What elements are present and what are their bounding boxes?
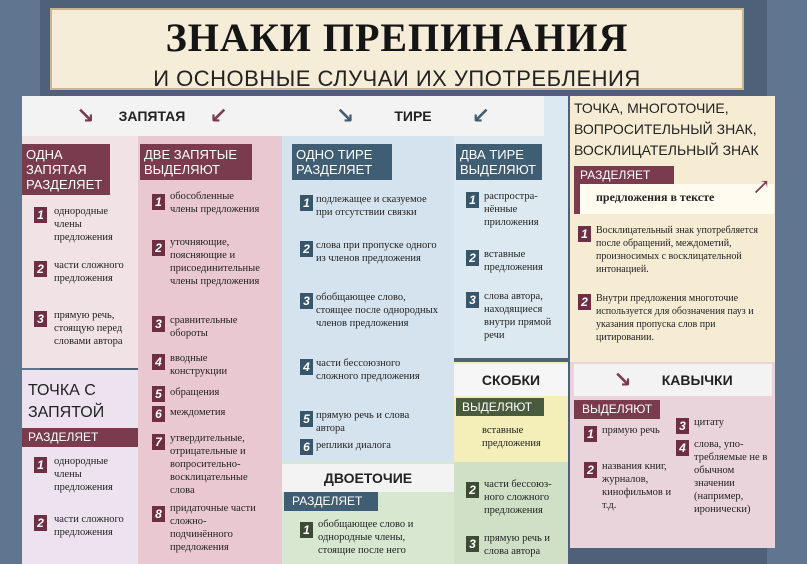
colon-header: ДВОЕТОЧИЕ (282, 464, 454, 492)
item-text: прямую речь и слова автора (316, 410, 410, 434)
list-item (466, 248, 562, 274)
semicolon-label: РАЗДЕЛЯЕТ (22, 428, 138, 447)
item-number: 3 (300, 293, 313, 309)
item-text: однородные члены предложения (54, 456, 113, 493)
arrow-down-right-icon: ↘ (76, 103, 95, 128)
dash-header-label: ТИРЕ (394, 108, 432, 124)
item-number: 4 (676, 440, 689, 456)
list-item (300, 193, 440, 219)
end-marks-item-2 (578, 292, 770, 344)
colon-list-item-1 (300, 518, 440, 557)
item-text: части бессоюзного сложного предложения (316, 358, 420, 382)
list-item (152, 236, 264, 288)
list-item (300, 239, 440, 265)
quotes-header (574, 364, 772, 396)
item-number: 4 (152, 354, 165, 370)
arrow-down-right-icon: ↘ (613, 367, 632, 392)
item-text: цитату (694, 417, 725, 428)
list-item (152, 190, 264, 216)
item-text: междометия (170, 407, 226, 418)
comma-two-label: ДВЕ ЗАПЯТЫЕ ВЫДЕЛЯЮТ (140, 144, 252, 180)
item-text: прямую речь и слова автора (484, 533, 551, 557)
list-item (152, 314, 264, 340)
end-marks-header: ТОЧКА, МНОГОТОЧИЕ, ВОПРОСИТЕЛЬНЫЙ ЗНАК, ВОСКЛИЦАТЕЛЬНЫЙ ЗНАК (574, 100, 759, 158)
item-text: реплики диалога (316, 440, 391, 451)
list-item (34, 455, 134, 494)
item-number: 5 (152, 386, 165, 402)
item-text: обобщающее слово и однородные члены, стоящие после него (318, 519, 414, 556)
colon-list-item-2 (466, 478, 562, 517)
item-number: 2 (152, 240, 165, 256)
item-number: 3 (466, 536, 479, 552)
item-text: названия книг, журналов, кинофильмов и т.д. (602, 461, 672, 511)
item-number: 1 (300, 522, 313, 538)
list-item (300, 439, 440, 452)
item-text: сравнительные обороты (170, 315, 238, 339)
item-text: утвердительные, отрицательные и вопросительно-восклицательные слова (170, 433, 248, 496)
item-text: вставные предложения (484, 249, 543, 273)
quotes-item-2 (584, 460, 674, 512)
item-number: 1 (578, 226, 591, 242)
quotes-item-4 (676, 438, 768, 516)
end-marks-phrase: предложения в тексте (596, 190, 715, 204)
quotes-label: ВЫДЕЛЯЮТ (574, 400, 660, 419)
list-item (152, 386, 264, 399)
dash-header (282, 96, 544, 136)
item-number: 2 (466, 482, 479, 498)
list-item (300, 409, 440, 435)
quotes-header-label: КАВЫЧКИ (661, 372, 733, 388)
arrow-down-left-icon: ↙ (471, 103, 491, 128)
item-text: части сложного предложения (54, 514, 124, 538)
brackets-header: СКОБКИ (454, 364, 568, 396)
list-item (34, 513, 134, 539)
item-number: 2 (300, 241, 313, 257)
item-number: 1 (466, 192, 479, 208)
item-number: 3 (34, 311, 47, 327)
item-text: слова при пропуске одного из членов предложения (316, 240, 437, 264)
item-text: прямую речь (602, 425, 660, 436)
comma-header (22, 96, 282, 136)
colon-label: РАЗДЕЛЯЕТ (284, 492, 378, 511)
list-item (152, 406, 264, 419)
item-text: обособленные члены предложения (170, 191, 260, 215)
item-text: придаточные части сложно-подчинённого предложения (170, 503, 256, 553)
list-item (466, 290, 562, 342)
item-text: части бессоюз-ного сложного предложения (484, 479, 552, 516)
item-text: однородные члены предложения (54, 206, 113, 243)
title-box (50, 8, 744, 90)
list-item (34, 259, 134, 285)
item-number: 2 (34, 261, 47, 277)
list-item (152, 432, 264, 497)
end-marks-label: РАЗДЕЛЯЕТ (574, 166, 674, 185)
list-item (466, 190, 562, 229)
end-marks-item-1 (578, 224, 770, 276)
quotes-item-3 (676, 416, 768, 433)
item-text: вводные конструкции (170, 353, 228, 377)
item-text: части сложного предложения (54, 260, 124, 284)
arrow-down-left-icon: ↙ (209, 103, 228, 128)
item-number: 3 (676, 418, 689, 434)
item-number: 2 (578, 294, 591, 310)
item-number: 3 (466, 292, 479, 308)
dash-two-label: ДВА ТИРЕ ВЫДЕЛЯЮТ (456, 144, 542, 180)
item-number: 8 (152, 506, 165, 522)
item-number: 1 (584, 426, 597, 442)
item-number: 6 (152, 406, 165, 422)
item-number: 1 (300, 195, 313, 211)
item-text: распростра-нённые приложения (484, 191, 539, 228)
item-number: 6 (300, 439, 313, 455)
item-number: 2 (34, 515, 47, 531)
item-number: 5 (300, 411, 313, 427)
item-number: 2 (466, 250, 479, 266)
item-number: 1 (152, 194, 165, 210)
list-item (152, 352, 264, 378)
item-text: обобщающее слово, стоящее после однородных членов предложения (316, 292, 438, 329)
list-item (34, 309, 134, 348)
item-number: 3 (152, 316, 165, 332)
item-text: уточняющие, поясняющие и присоединительные члены предложения (170, 237, 260, 287)
page-subtitle: И ОСНОВНЫЕ СЛУЧАИ ИХ УПОТРЕБЛЕНИЯ (153, 66, 641, 91)
item-number: 4 (300, 359, 313, 375)
arrow-up-right-icon: ↗ (752, 174, 771, 199)
semicolon-header: ТОЧКА С ЗАПЯТОЙ (28, 382, 105, 421)
arrow-down-right-icon: ↘ (335, 103, 355, 128)
colon-list-item-3 (466, 532, 562, 558)
item-text: подлежащее и сказуемое при отсутствии связки (316, 194, 427, 218)
item-text: обращения (170, 387, 220, 398)
comma-header-label: ЗАПЯТАЯ (118, 108, 186, 124)
comma-one-label: ОДНА ЗАПЯТАЯ РАЗДЕЛЯЕТ (22, 144, 110, 195)
list-item (300, 291, 440, 330)
item-text: Внутри предложения многоточие используется для обозначения пауз и указания пропуска слов при цитировании. (596, 293, 754, 343)
item-number: 2 (584, 462, 597, 478)
item-text: слова автора, находящиеся внутри прямой речи (484, 291, 552, 341)
list-item (152, 502, 264, 554)
item-text: Восклицательный знак употребляется после обращений, междометий, произносимых с восклицательной интонацией. (596, 225, 759, 275)
item-text: прямую речь, стоящую перед словами автора (54, 310, 123, 347)
item-number: 1 (34, 457, 47, 473)
list-item (34, 205, 134, 244)
item-text: слова, упо-требляемые не в обычном значении (например, иронически) (694, 439, 768, 515)
list-item (300, 357, 440, 383)
item-number: 1 (34, 207, 47, 223)
page-title: ЗНАКИ ПРЕПИНАНИЯ (165, 15, 629, 60)
dash-one-label: ОДНО ТИРЕ РАЗДЕЛЯЕТ (292, 144, 392, 180)
brackets-label: ВЫДЕЛЯЮТ (456, 398, 544, 416)
brackets-item-text: вставные предложения (482, 425, 541, 449)
quotes-item-1 (584, 424, 664, 441)
item-number: 7 (152, 434, 165, 450)
